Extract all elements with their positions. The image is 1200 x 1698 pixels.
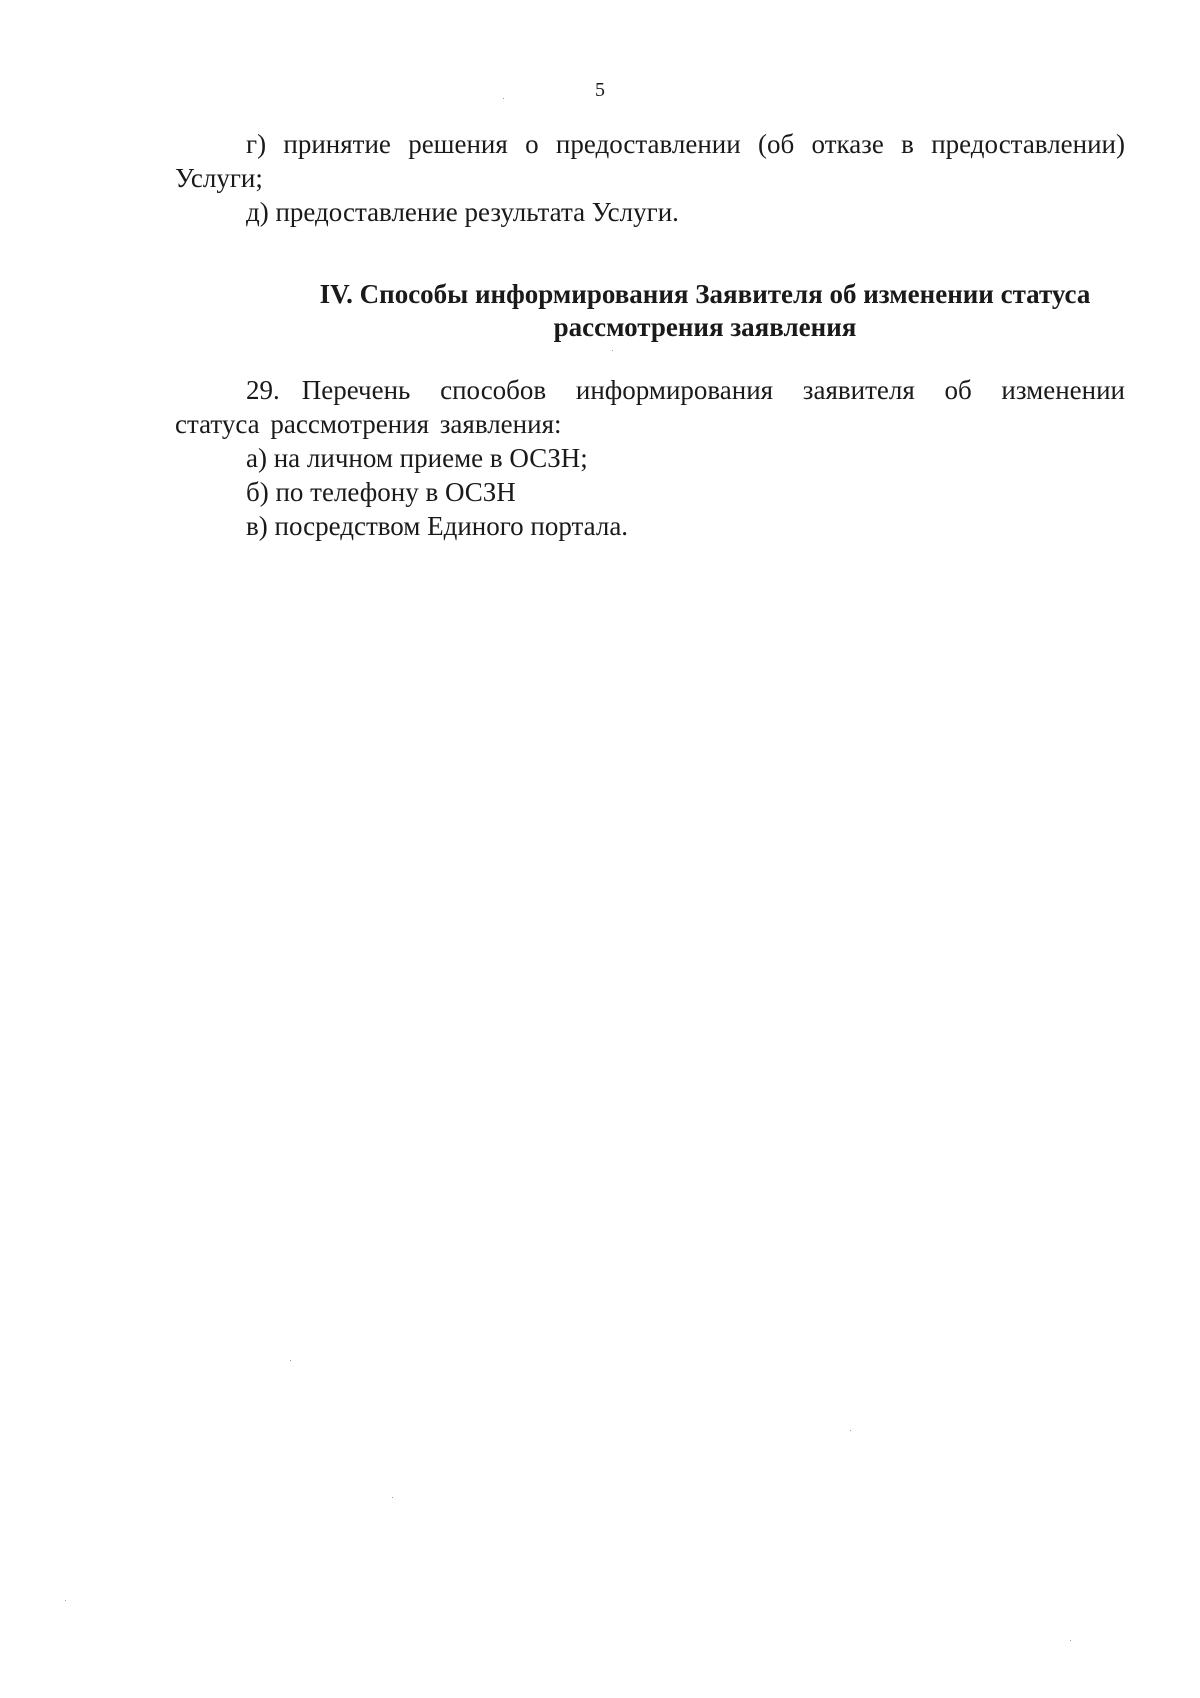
- list-item-d: д) предоставление результата Услуги.: [246, 197, 679, 227]
- section-heading: [175, 278, 1125, 344]
- scan-speck: [65, 1600, 66, 1601]
- paragraph-text: Перечень способов информирования заявителя об изменении статуса рассмотрения заявления:: [175, 375, 1125, 439]
- list-item-g: г) принятие решения о предоставлении (об отказе в предоставлении) Услуги;: [175, 129, 1125, 193]
- method-item-c: в) посредством Единого портала.: [246, 511, 629, 541]
- scan-speck: [290, 1360, 291, 1361]
- paragraph-29: [175, 373, 1125, 441]
- scan-speck: [392, 1497, 393, 1498]
- paragraph-number: 29.: [246, 375, 280, 405]
- scan-speck: [503, 98, 504, 99]
- method-item-a: а) на личном приеме в ОСЗН;: [246, 443, 588, 473]
- scan-speck: [850, 1430, 851, 1431]
- section-heading-line-2: рассмотрения заявления: [553, 312, 857, 342]
- page-number: 5: [595, 79, 605, 101]
- stage-list-continuation: [175, 127, 1125, 229]
- method-item-b: б) по телефону в ОСЗН: [246, 477, 516, 507]
- section-heading-line-1: IV. Способы информирования Заявителя об изменении статуса: [319, 279, 1091, 309]
- section-body: [175, 373, 1125, 543]
- scan-speck: [1070, 1640, 1071, 1641]
- scan-speck: [612, 350, 613, 351]
